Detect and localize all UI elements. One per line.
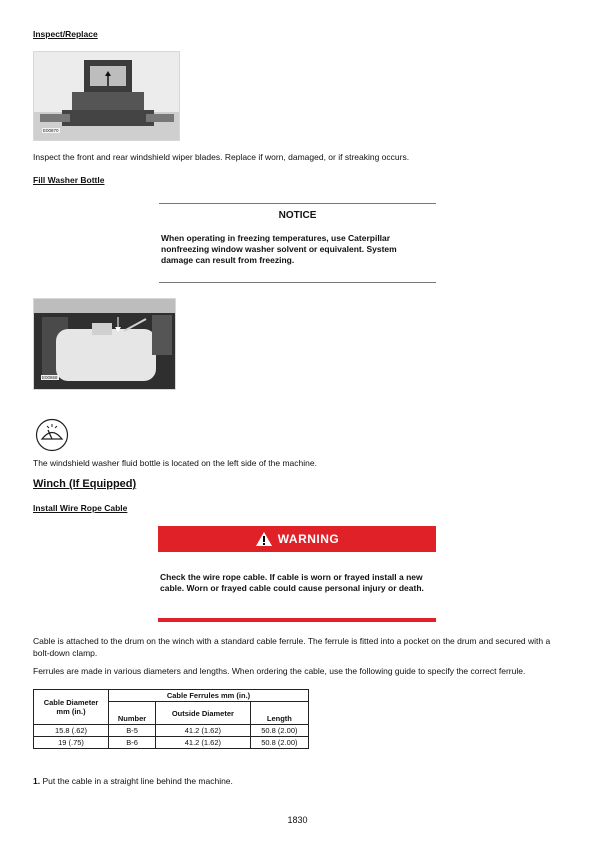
table-cell: 41.2 (1.62) (156, 725, 251, 737)
winch-heading: Winch (If Equipped) (33, 478, 137, 490)
table-cell: 19 (.75) (34, 737, 109, 749)
table-cell: 50.8 (2.00) (250, 725, 308, 737)
notice-top-rule (159, 203, 436, 204)
table-cell: B-6 (109, 737, 156, 749)
washer-wiper-icon (35, 418, 69, 452)
table-header-group: Cable Ferrules mm (in.) (109, 690, 309, 702)
inspect-replace-heading: Inspect/Replace (33, 29, 98, 39)
table-header-cable: Cable Diameter mm (in.) (34, 690, 109, 725)
table-header-number: Number (109, 702, 156, 725)
cable-attach-text: Cable is attached to the drum on the winch with a standard cable ferrule. The ferrule is fitted into a pocket on the drum and secured with a bolt-down clamp. (33, 636, 551, 658)
table-cell: B-5 (109, 725, 156, 737)
warning-banner (158, 526, 436, 552)
table-header-length: Length (250, 702, 308, 725)
step-1-text: Put the cable in a straight line behind the machine. (42, 776, 233, 786)
table-row (34, 737, 309, 749)
step-1-number: 1. (33, 776, 41, 786)
ferrule-guide-text: Ferrules are made in various diameters and lengths. When ordering the cable, use the following guide to specify the correct ferrule. (33, 666, 526, 676)
washer-bottle-photo (33, 298, 176, 390)
photo-code-label: E00868 (42, 375, 58, 380)
table-cell: 15.8 (.62) (34, 725, 109, 737)
warning-triangle-icon (255, 531, 273, 547)
table-cell: 41.2 (1.62) (156, 737, 251, 749)
photo-code-label: E00870 (43, 128, 59, 133)
table-cell: 50.8 (2.00) (250, 737, 308, 749)
warning-label: WARNING (277, 532, 340, 546)
dozer-cab-illustration (34, 52, 179, 140)
table-header-row (34, 690, 309, 702)
inspect-text: Inspect the front and rear windshield wiper blades. Replace if worn, damaged, or if streaking occurs. (33, 152, 410, 162)
fill-washer-heading: Fill Washer Bottle (33, 175, 105, 185)
notice-text: When operating in freezing temperatures, use Caterpillar nonfreezing window washer solvent or equivalent. System damage can result from freezing. (161, 233, 397, 265)
cable-ferrule-table (33, 689, 309, 749)
step-1 (33, 775, 563, 787)
notice-bottom-rule (159, 282, 436, 283)
table-header-outside: Outside Diameter (156, 702, 251, 725)
install-cable-heading: Install Wire Rope Cable (33, 503, 128, 513)
notice-title: NOTICE (278, 210, 317, 221)
washer-location-text: The windshield washer fluid bottle is located on the left side of the machine. (33, 458, 317, 468)
page-number: 1830 (287, 815, 308, 825)
warning-text: Check the wire rope cable. If cable is worn or frayed install a new cable. Worn or frayed cable could cause personal injury or death. (160, 572, 424, 593)
table-row (34, 725, 309, 737)
wiper-photo (33, 51, 180, 141)
warning-bottom-bar (158, 618, 436, 622)
